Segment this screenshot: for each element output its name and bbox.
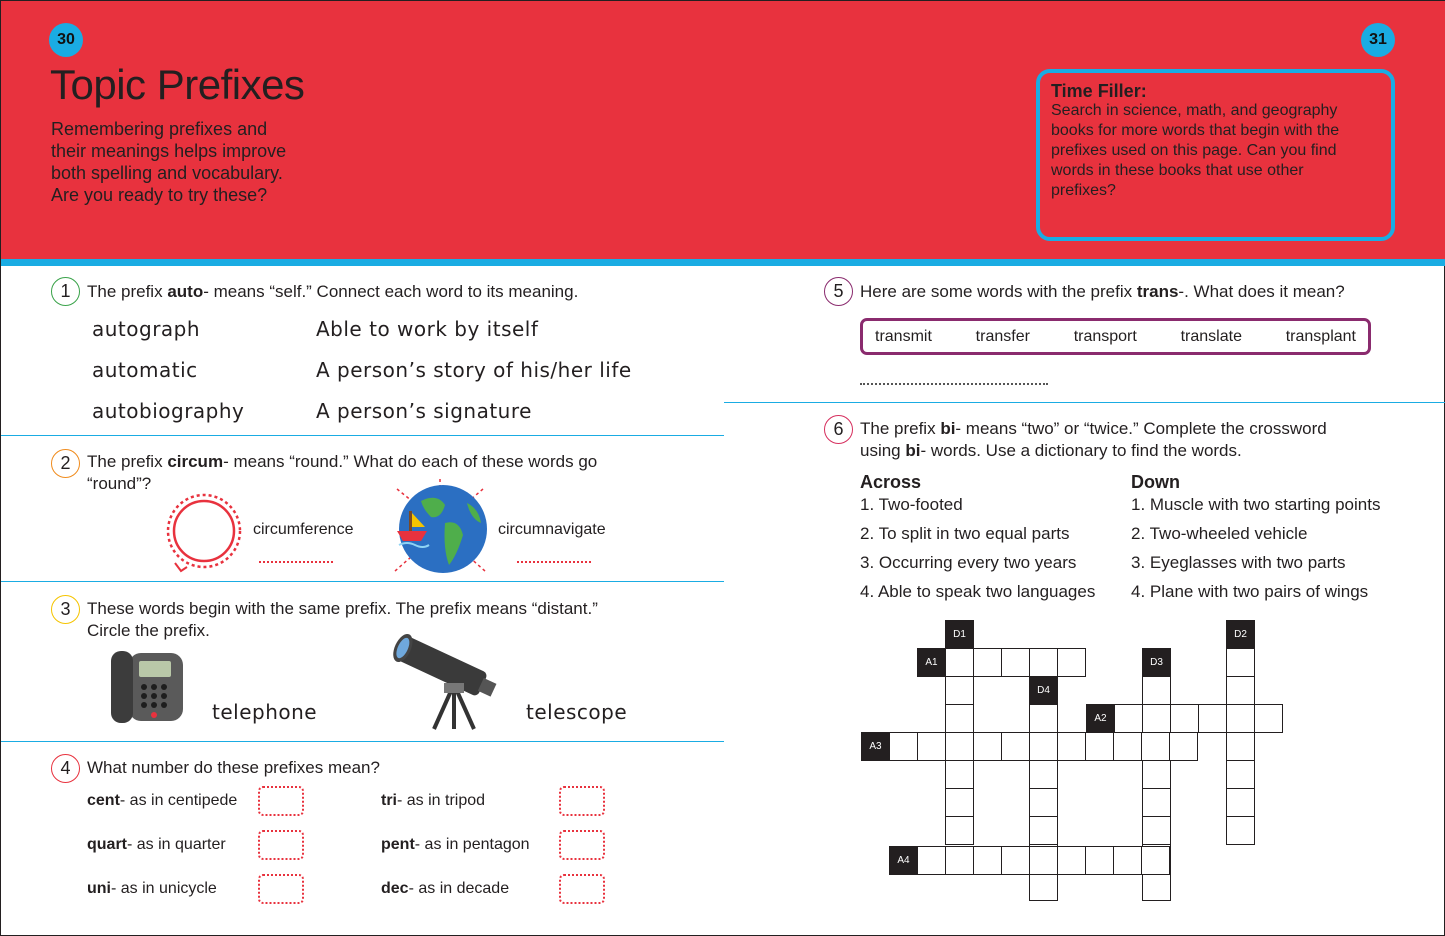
down-heading: Down [1131, 472, 1180, 492]
q4-rest: - as in quarter [127, 836, 226, 853]
q1-prompt [87, 281, 578, 303]
crossword-cell[interactable] [1142, 816, 1171, 845]
q4-prefix: cent [87, 792, 120, 809]
crossword-cell[interactable] [1169, 732, 1198, 761]
q3-prompt: These words begin with the same prefix. The prefix means “distant.” Circle the prefix. [87, 599, 598, 640]
globe-ship-icon [387, 479, 493, 579]
q4-item [87, 792, 237, 810]
q5-prefix: trans [1136, 282, 1179, 301]
q5-pre: Here are some words with the prefix [860, 282, 1137, 301]
crossword-label-a4: A4 [889, 846, 918, 875]
q4-rest: - as in tripod [397, 792, 486, 809]
crossword-label-a1: A1 [917, 648, 946, 677]
time-filler-title: Time Filler: [1051, 81, 1147, 101]
crossword-cell[interactable] [1114, 704, 1143, 733]
page-number-right: 31 [1361, 23, 1395, 57]
crossword-cell[interactable] [1029, 704, 1058, 733]
crossword-cell[interactable] [1142, 788, 1171, 817]
q4-prompt: What number do these prefixes mean? [87, 758, 380, 777]
divider-q5 [724, 402, 1445, 403]
telephone-icon [107, 647, 187, 725]
q2-prompt [87, 451, 607, 495]
crossword-cell[interactable] [917, 846, 946, 875]
q1-meaning: A person’s story of his/her life [316, 358, 632, 382]
crossword-cell[interactable] [1029, 846, 1058, 875]
crossword-cell[interactable] [1142, 760, 1171, 789]
q6-post: - words. Use a dictionary to find the words. [920, 441, 1242, 460]
q1-prefix: auto [167, 282, 204, 301]
q2-pre: The prefix [87, 452, 168, 471]
q3-word: telescope [526, 700, 628, 724]
q4-answer-box[interactable] [559, 830, 605, 860]
crossword-cell[interactable] [945, 760, 974, 789]
q2-prefix: circum [167, 452, 224, 471]
crossword-cell[interactable] [1226, 676, 1255, 705]
question-number-2: 2 [51, 449, 80, 478]
crossword-cell[interactable] [917, 732, 946, 761]
trans-word: transfer [975, 327, 1030, 345]
across-clue: 4. Able to speak two languages [860, 582, 1096, 601]
q4-rest: - as in decade [408, 880, 510, 897]
q1-word: autobiography [92, 399, 245, 423]
q4-item [381, 880, 509, 898]
across-heading: Across [860, 472, 922, 492]
crossword-cell[interactable] [1226, 704, 1255, 733]
crossword-cell[interactable] [945, 648, 974, 677]
divider-q1 [1, 435, 724, 436]
crossword-cell[interactable] [1142, 704, 1171, 733]
down-clue: 2. Two-wheeled vehicle [1131, 524, 1308, 543]
q2-word: circumference [253, 521, 354, 538]
crossword-cell[interactable] [1226, 648, 1255, 677]
crossword-cell[interactable] [945, 704, 974, 733]
crossword-cell[interactable] [973, 648, 1002, 677]
crossword-cell[interactable] [1057, 732, 1086, 761]
q6-prefix2: bi [905, 441, 921, 460]
down-clue: 1. Muscle with two starting points [1131, 495, 1381, 514]
q1-post: - means “self.” Connect each word to its meaning. [203, 282, 579, 301]
crossword-cell[interactable] [1001, 648, 1030, 677]
trans-word: transport [1073, 327, 1137, 345]
q1-pre: The prefix [87, 282, 168, 301]
q5-prompt [860, 281, 1345, 303]
q4-answer-box[interactable] [258, 874, 304, 904]
q4-prefix: dec [381, 880, 409, 897]
q3-word: telephone [212, 700, 318, 724]
q5-post: -. What does it mean? [1178, 282, 1345, 301]
crossword-cell[interactable] [1198, 704, 1227, 733]
header-rule [1, 259, 1445, 266]
q6-pre: The prefix [860, 419, 941, 438]
crossword-cell[interactable] [945, 846, 974, 875]
crossword-cell[interactable] [1226, 816, 1255, 845]
q4-prefix: pent [381, 836, 415, 853]
question-number-1: 1 [51, 277, 80, 306]
trans-word: transmit [875, 327, 932, 345]
crossword-cell[interactable] [1029, 872, 1058, 901]
q2-word: circumnavigate [498, 521, 606, 538]
crossword-label-d4: D4 [1029, 676, 1058, 705]
crossword-cell[interactable] [1085, 732, 1114, 761]
q4-rest: - as in unicycle [111, 880, 217, 897]
crossword-cell[interactable] [945, 816, 974, 845]
q4-answer-box[interactable] [559, 874, 605, 904]
q6-mid: - means “two” or “twice.” Complete the crossword using [860, 419, 1327, 460]
q4-item [87, 836, 226, 854]
crossword-cell[interactable] [1113, 846, 1142, 875]
time-filler-body: Search in science, math, and geography books for more words that begin with the prefixes used on this page. Can you find words in these books that use other prefixes? [1051, 102, 1340, 199]
divider-q2 [1, 581, 724, 582]
q4-answer-box[interactable] [559, 786, 605, 816]
q1-meaning: A person’s signature [316, 399, 532, 423]
q4-prefix: quart [87, 836, 127, 853]
intro-text: Remembering prefixes and their meanings helps improve both spelling and vocabulary. Are you ready to try these? [51, 119, 287, 205]
q4-prefix: tri [381, 792, 397, 809]
question-number-3: 3 [51, 595, 80, 624]
crossword-cell[interactable] [973, 846, 1002, 875]
q1-word: automatic [92, 358, 198, 382]
crossword-cell[interactable] [1001, 732, 1030, 761]
question-number-4: 4 [51, 754, 80, 783]
crossword-cell[interactable] [1170, 704, 1199, 733]
crossword-cell[interactable] [1029, 788, 1058, 817]
crossword-label-d3: D3 [1142, 648, 1171, 677]
crossword-cell[interactable] [1029, 648, 1058, 677]
time-filler-box [1036, 69, 1395, 241]
crossword-cell[interactable] [1226, 760, 1255, 789]
crossword-cell[interactable] [1029, 816, 1058, 845]
q6-prefix: bi [940, 419, 956, 438]
q1-word: autograph [92, 317, 201, 341]
crossword-cell[interactable] [945, 732, 974, 761]
q2-answer-line [259, 561, 333, 563]
across-clue: 3. Occurring every two years [860, 553, 1077, 572]
crossword-cell[interactable] [1057, 648, 1086, 677]
crossword-cell[interactable] [1142, 872, 1171, 901]
page-title: Topic Prefixes [50, 61, 305, 108]
q4-rest: - as in centipede [119, 792, 238, 809]
q4-rest: - as in pentagon [414, 836, 530, 853]
q4-answer-box[interactable] [258, 786, 304, 816]
crossword-cell[interactable] [1254, 704, 1283, 733]
q6-prompt [860, 418, 1360, 462]
crossword-cell[interactable] [1142, 676, 1171, 705]
crossword-cell[interactable] [1113, 732, 1142, 761]
q4-answer-box[interactable] [258, 830, 304, 860]
crossword-cell[interactable] [889, 732, 918, 761]
trans-word-box [860, 318, 1371, 355]
crossword-cell[interactable] [1085, 846, 1114, 875]
crossword-cell[interactable] [1226, 788, 1255, 817]
divider-q3 [1, 741, 724, 742]
crossword-cell[interactable] [945, 676, 974, 705]
crossword-cell[interactable] [1141, 846, 1170, 875]
crossword-cell[interactable] [945, 788, 974, 817]
crossword-label-d1: D1 [945, 620, 974, 649]
crossword-label-d2: D2 [1226, 620, 1255, 649]
crossword-cell[interactable] [1057, 846, 1086, 875]
q4-item [87, 880, 217, 898]
trans-word: transplant [1285, 327, 1356, 345]
q2-post: - means “round.” What do each of these words go “round”? [87, 452, 598, 493]
down-clue: 3. Eyeglasses with two parts [1131, 553, 1346, 572]
trans-word: translate [1180, 327, 1242, 345]
crossword-cell[interactable] [1029, 760, 1058, 789]
q2-answer-line [517, 561, 591, 563]
page-number-left: 30 [49, 23, 83, 57]
circle-diagram-icon [161, 491, 249, 577]
question-number-6: 6 [824, 415, 853, 444]
crossword-label-a3: A3 [861, 732, 890, 761]
crossword-cell[interactable] [1141, 732, 1170, 761]
question-number-5: 5 [824, 277, 853, 306]
q4-item [381, 836, 530, 854]
crossword-cell[interactable] [1029, 732, 1058, 761]
across-clue: 1. Two-footed [860, 495, 963, 514]
crossword-cell[interactable] [1001, 846, 1030, 875]
crossword-cell[interactable] [1226, 732, 1255, 761]
crossword-cell[interactable] [973, 732, 1002, 761]
down-clue: 4. Plane with two pairs of wings [1131, 582, 1369, 601]
q5-answer-line[interactable] [860, 383, 1048, 385]
telescope-icon [386, 633, 500, 733]
across-clue: 2. To split in two equal parts [860, 524, 1070, 543]
crossword-label-a2: A2 [1086, 704, 1115, 733]
q4-prefix: uni [87, 880, 111, 897]
q4-item [381, 792, 485, 810]
q1-meaning: Able to work by itself [316, 317, 539, 341]
